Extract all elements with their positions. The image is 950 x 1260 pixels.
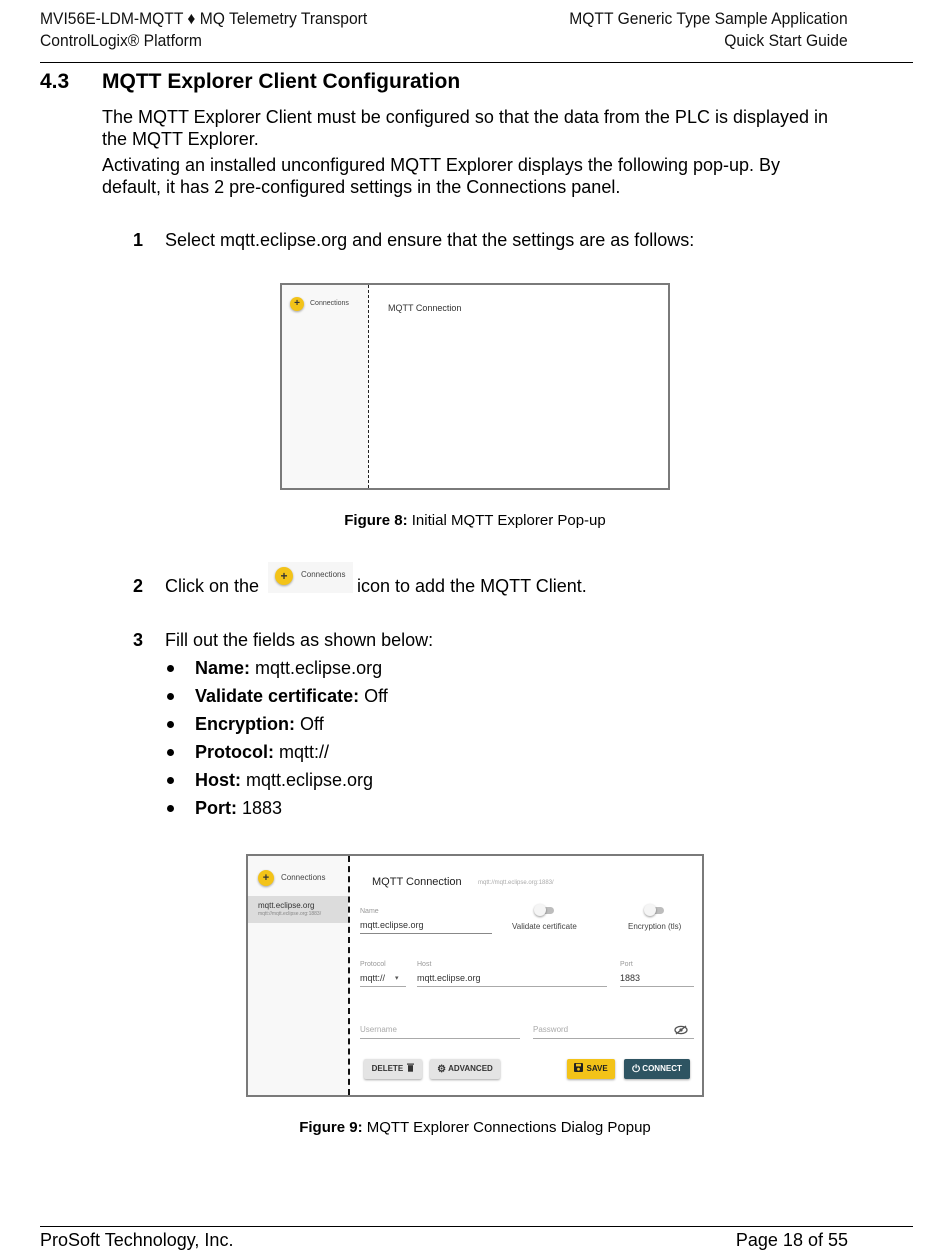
figure-8-label: Figure 8: xyxy=(344,512,408,529)
fig9-add-icon[interactable]: + xyxy=(258,870,274,886)
list-item xyxy=(165,740,388,768)
header-divider xyxy=(40,62,913,63)
connections-add-icon xyxy=(268,562,353,593)
setting-label: Port: xyxy=(195,798,237,818)
figure-8-screenshot xyxy=(280,283,670,490)
host-underline xyxy=(417,986,607,987)
settings-list xyxy=(165,656,388,824)
bullet-dot xyxy=(167,721,174,728)
toggle-knob xyxy=(534,904,546,916)
fig8-add-icon: + xyxy=(290,297,304,311)
header-doc-type: Quick Start Guide xyxy=(724,31,848,50)
footer-page-number: Page 18 of 55 xyxy=(735,1230,848,1250)
connect-button[interactable] xyxy=(624,1059,690,1079)
password-underline xyxy=(533,1038,694,1039)
connect-label: CONNECT xyxy=(642,1064,682,1073)
host-field[interactable]: mqtt.eclipse.org xyxy=(417,973,481,983)
name-field-label: Name xyxy=(360,908,379,915)
bullet-dot xyxy=(167,805,174,812)
save-button[interactable] xyxy=(567,1059,615,1079)
setting-value: mqtt.eclipse.org xyxy=(250,658,383,678)
fig8-sidebar xyxy=(282,285,369,488)
setting-value: Off xyxy=(295,714,324,734)
bullet-dot xyxy=(167,749,174,756)
step-2-text-before: Click on the xyxy=(165,576,260,596)
setting-label: Host: xyxy=(195,770,241,790)
popup-paragraph: Activating an installed unconfigured MQTT Explorer displays the following pop-up. By default, it has 2 pre-configured settings in the Connections panel. xyxy=(102,155,781,197)
fig9-connection-url: mqtt://mqtt.eclipse.org:1883/ xyxy=(258,911,322,917)
setting-value: 1883 xyxy=(237,798,283,818)
figure-9-caption xyxy=(0,1119,950,1136)
header-right xyxy=(570,8,848,52)
list-item xyxy=(165,656,388,684)
fig9-sidebar xyxy=(248,856,350,1095)
setting-value: Off xyxy=(359,686,388,706)
save-label: SAVE xyxy=(586,1064,608,1073)
advanced-button[interactable] xyxy=(430,1059,500,1079)
add-plus-icon: + xyxy=(275,567,293,585)
port-label: Port xyxy=(620,961,633,968)
name-field-underline xyxy=(360,933,492,934)
figure-9-caption-text: MQTT Explorer Connections Dialog Popup xyxy=(362,1119,651,1136)
header-product: MVI56E-LDM-MQTT ♦ MQ Telemetry Transport xyxy=(40,9,368,28)
power-icon: ⏻ xyxy=(632,1064,641,1075)
intro-paragraph: The MQTT Explorer Client must be configured so that the data from the PLC is displayed in the MQTT Explorer. xyxy=(102,107,829,149)
figure-8-caption-text: Initial MQTT Explorer Pop-up xyxy=(407,512,606,529)
setting-label: Name: xyxy=(195,658,251,678)
setting-label: Protocol: xyxy=(195,742,274,762)
step-1-number: 1 xyxy=(133,230,144,250)
fig8-connection-title: MQTT Connection xyxy=(388,303,462,313)
encryption-label: Encryption (tls) xyxy=(628,922,682,931)
setting-value: mqtt:// xyxy=(274,742,330,762)
username-underline xyxy=(360,1038,520,1039)
password-field[interactable]: Password xyxy=(533,1025,569,1034)
fig8-connections-label: Connections xyxy=(310,300,349,307)
port-underline xyxy=(620,986,694,987)
fig9-connections-label: Connections xyxy=(281,873,326,882)
protocol-select[interactable]: mqtt:// xyxy=(360,973,386,983)
figure-9-label: Figure 9: xyxy=(299,1119,363,1136)
step-1-text: Select mqtt.eclipse.org and ensure that the settings are as follows: xyxy=(165,230,695,250)
port-field[interactable]: 1883 xyxy=(620,973,641,983)
name-field[interactable]: mqtt.eclipse.org xyxy=(360,920,424,930)
list-item xyxy=(165,796,388,824)
toggle-knob xyxy=(644,904,656,916)
eye-off-icon[interactable] xyxy=(674,1025,688,1035)
list-item xyxy=(165,768,388,796)
footer-company: ProSoft Technology, Inc. xyxy=(40,1230,234,1250)
fig9-title-url: mqtt://mqtt.eclipse.org:1883/ xyxy=(478,880,554,886)
step-2-text-after: icon to add the MQTT Client. xyxy=(357,576,587,596)
step-3-text: Fill out the fields as shown below: xyxy=(165,630,434,650)
step-3-number: 3 xyxy=(133,630,144,650)
validate-certificate-label: Validate certificate xyxy=(512,922,577,931)
host-label: Host xyxy=(417,961,432,968)
header-doc-title: MQTT Generic Type Sample Application xyxy=(569,9,848,28)
add-icon-label: Connections xyxy=(301,570,346,579)
advanced-label: ADVANCED xyxy=(448,1064,493,1073)
figure-8-caption xyxy=(0,512,950,529)
username-field[interactable]: Username xyxy=(360,1025,397,1034)
fig9-connection-item[interactable] xyxy=(248,896,348,923)
fig9-connection-name: mqtt.eclipse.org xyxy=(258,901,315,910)
delete-label: DELETE xyxy=(371,1064,404,1073)
footer-divider xyxy=(40,1226,913,1227)
section-number: 4.3 xyxy=(40,70,70,93)
list-item xyxy=(165,712,388,740)
header-left xyxy=(40,8,367,52)
bullet-dot xyxy=(167,693,174,700)
protocol-underline xyxy=(360,986,406,987)
delete-button[interactable] xyxy=(364,1059,422,1079)
setting-value: mqtt.eclipse.org xyxy=(241,770,374,790)
figure-9-screenshot xyxy=(246,854,704,1097)
fig9-title: MQTT Connection xyxy=(372,876,462,888)
header-platform: ControlLogix® Platform xyxy=(40,31,202,50)
trash-icon xyxy=(407,1063,414,1072)
step-2-number: 2 xyxy=(133,576,144,596)
chevron-down-icon[interactable]: ▾ xyxy=(395,975,399,982)
floppy-disk-icon xyxy=(574,1063,583,1072)
protocol-label: Protocol xyxy=(360,961,386,968)
setting-label: Validate certificate: xyxy=(195,686,360,706)
encryption-toggle[interactable] xyxy=(646,907,664,914)
section-title: MQTT Explorer Client Configuration xyxy=(102,70,461,93)
list-item xyxy=(165,684,388,712)
gear-icon: ⚙ xyxy=(437,1064,447,1075)
validate-certificate-toggle[interactable] xyxy=(536,907,554,914)
setting-label: Encryption: xyxy=(195,714,296,734)
bullet-dot xyxy=(167,777,174,784)
bullet-dot xyxy=(167,665,174,672)
